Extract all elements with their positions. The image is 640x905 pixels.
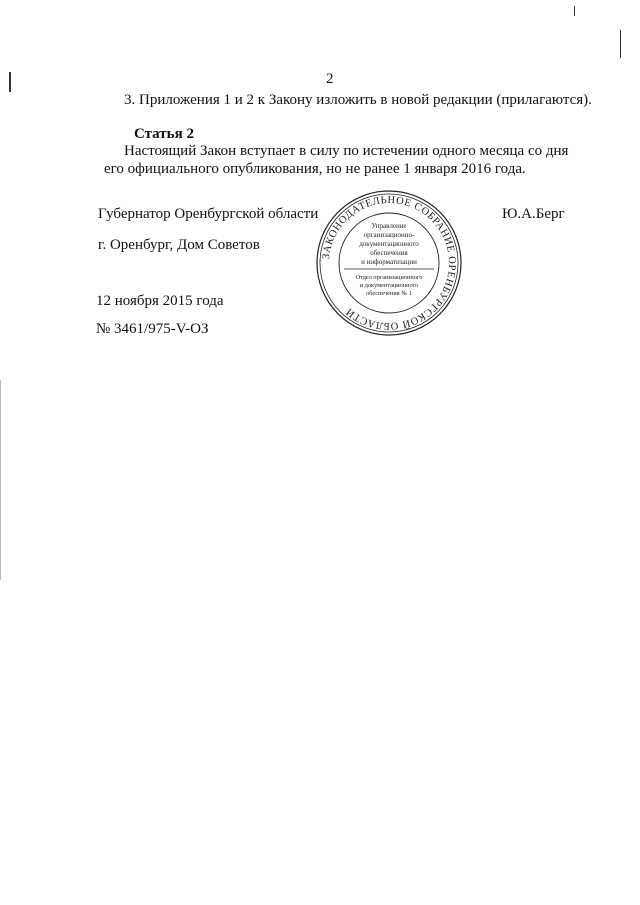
seal-inner-line-4: обеспечения [370,249,408,257]
article-2-line-1: Настоящий Закон вступает в силу по истечении одного месяца со дня [124,143,569,159]
seal-box-line-3: обеспечения № 1 [366,290,412,297]
seal-box-line-1: Отдел организационного [355,274,423,281]
scan-edge-mark [0,380,1,580]
seal-inner-line-5: и информатизации [361,258,417,266]
seal-inner-line-2: организационно- [363,231,415,239]
page-number: 2 [326,71,334,87]
seal-inner-line-1: Управление [371,222,407,230]
paragraph-3: 3. Приложения 1 и 2 к Закону изложить в новой редакции (прилагаются). [124,92,592,108]
official-seal [314,188,464,338]
article-2-heading: Статья 2 [134,126,194,142]
seal-inner-line-3: документационного [359,240,419,248]
governor-name: Ю.А.Берг [502,206,565,222]
seal-ring-text: ЗАКОНОДАТЕЛЬНОЕ СОБРАНИЕ ОРЕНБУРГСКОЙ ОБЛАСТИ [321,194,458,332]
signing-date: 12 ноября 2015 года [96,293,224,309]
article-2-line-2: его официального опубликования, но не ранее 1 января 2016 года. [104,161,526,177]
law-number: № 3461/975-V-ОЗ [96,321,209,337]
governor-title: Губернатор Оренбургской области [98,206,319,222]
scan-edge-mark [9,72,11,92]
seal-box-line-2: и документационного [359,282,419,289]
scan-edge-mark [620,30,621,58]
scan-edge-mark [574,6,575,16]
signing-place: г. Оренбург, Дом Советов [98,237,260,253]
